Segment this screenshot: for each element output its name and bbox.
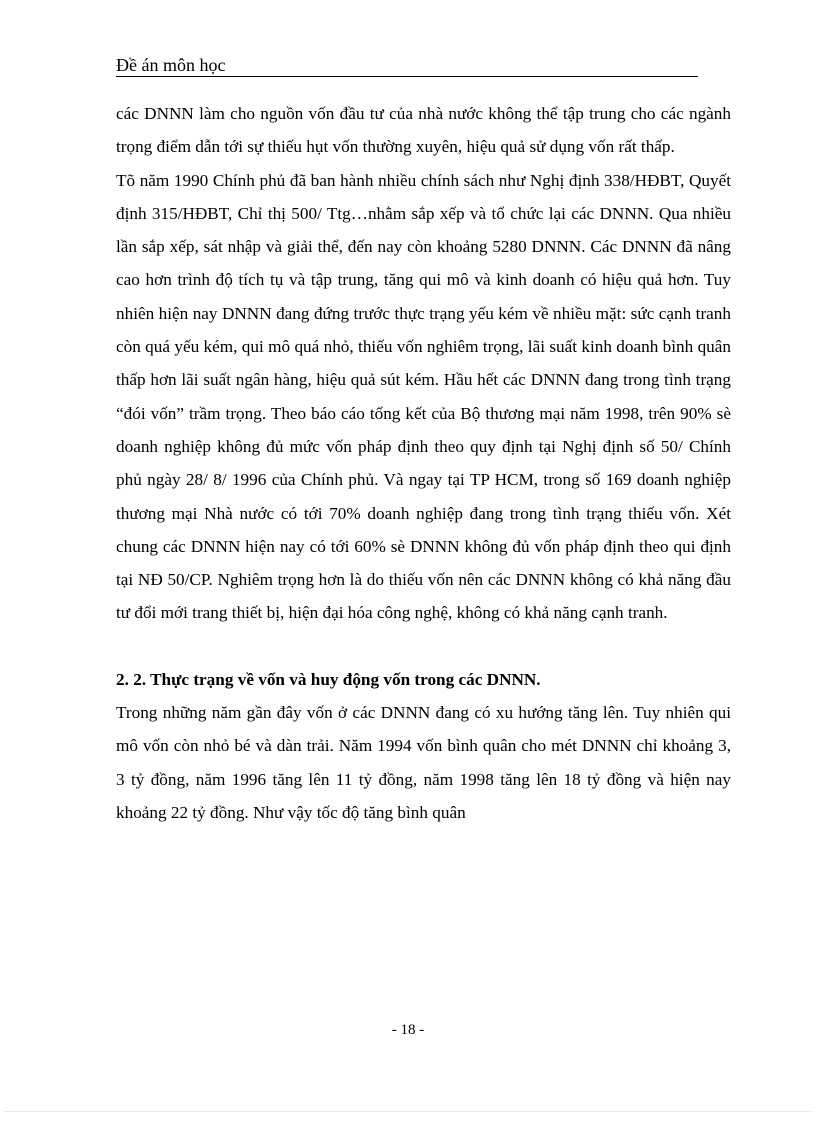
body-paragraph: Tõ năm 1990 Chính phủ đã ban hành nhiều chính sách như Nghị định 338/HĐBT, Quyết định 315/HĐBT, Chỉ thị 500/ Ttg…nhằm sắp xếp và tổ chức lại các DNNN. Qua nhiều lần sắp xếp, sát nhập và giải thể, đến nay còn khoảng 5280 DNNN. Các DNNN đã nâng cao hơn trình độ tích tụ và tập trung, tăng qui mô và kinh doanh có hiệu quả hơn. Tuy nhiên hiện nay DNNN đang đứng trước thực trạng yếu kém về nhiều mặt: sức cạnh tranh còn quá yếu kém, qui mô quá nhỏ, thiếu vốn nghiêm trọng, lãi suất kinh doanh bình quân thấp hơn lãi suất ngân hàng, hiệu quả sút kém. Hầu hết các DNNN đang trong tình trạng “đói vốn” trầm trọng. Theo báo cáo tổng kết của Bộ thương mại năm 1998, trên 90% sè doanh nghiệp không đủ mức vốn pháp định theo quy định tại Nghị định số 50/ Chính phủ ngày 28/ 8/ 1996 của Chính phủ. Và ngay tại TP HCM, trong số 169 doanh nghiệp thương mại Nhà nước có tới 70% doanh nghiệp đang trong tình trạng thiếu vốn. Xét chung các DNNN hiện nay có tới 60% sè DNNN không đủ vốn pháp định theo qui định tại NĐ 50/CP. Nghiêm trọng hơn là do thiếu vốn nên các DNNN không có khả năng đầu tư đổi mới trang thiết bị, hiện đại hóa công nghệ, không có khả năng cạnh tranh. [116,170,731,623]
body-paragraph: các DNNN làm cho nguồn vốn đầu tư của nhà nước không thể tập trung cho các ngành trọng điểm dẫn tới sự thiếu hụt vốn thường xuyên, hiệu quả sử dụng vốn rất thấp. [116,104,731,157]
page-header [116,54,698,77]
page-number: - 18 - [391,1022,425,1038]
page-bottom-divider [4,1111,812,1112]
document-body [116,97,731,829]
body-paragraph: Trong những năm gần đây vốn ở các DNNN đang có xu hướng tăng lên. Tuy nhiên qui mô vốn còn nhỏ bé và dàn trải. Năm 1994 vốn bình quân cho mét DNNN chỉ khoảng 3, 3 tỷ đồng, năm 1996 tăng lên 11 tỷ đồng, năm 1998 tăng lên 18 tỷ đồng và hiện nay khoảng 22 tỷ đồng. Như vậy tốc độ tăng bình quân [116,703,731,822]
document-title: Đề án môn học [116,55,226,75]
section-heading: 2. 2. Thực trạng về vốn và huy động vốn trong các DNNN. [116,669,541,689]
